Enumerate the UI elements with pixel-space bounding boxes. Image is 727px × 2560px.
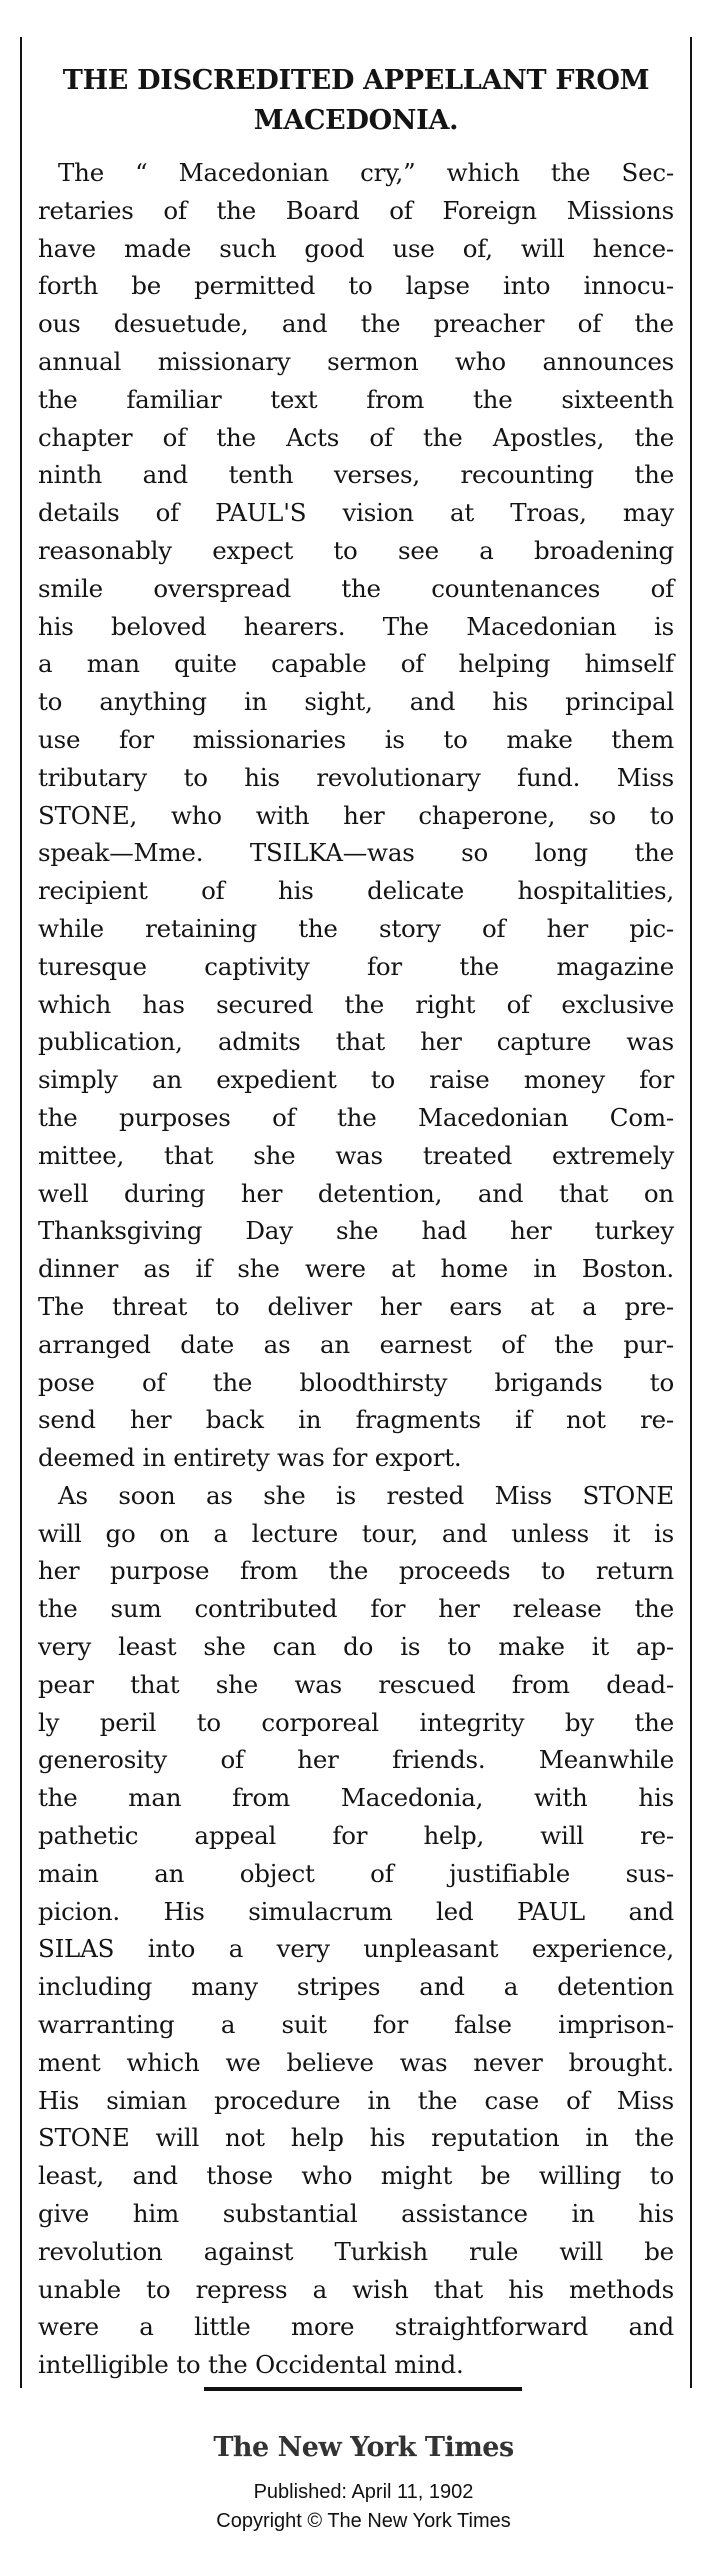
- text-line: STONE will not help his reputation in the: [38, 2123, 674, 2153]
- headline-line-1: THE DISCREDITED APPELLANT FROM: [62, 65, 650, 96]
- text-line: The threat to deliver her ears at a pre-: [38, 1291, 674, 1321]
- text-line: pear that she was rescued from dead-: [38, 1669, 674, 1699]
- text-line: As soon as she is rested Miss STONE: [58, 1480, 674, 1510]
- text-line: annual missionary sermon who announces: [38, 346, 674, 376]
- text-line: ment which we believe was never brought.: [38, 2047, 674, 2077]
- text-line: deemed in entirety was for export.: [38, 1443, 462, 1473]
- text-line: tributary to his revolutionary fund. Miss: [38, 762, 674, 792]
- text-line: including many stripes and a detention: [38, 1972, 674, 2002]
- text-line: chapter of the Acts of the Apostles, the: [38, 422, 674, 452]
- text-line: pathetic appeal for help, will re-: [38, 1821, 674, 1851]
- nyt-logo: The New York Times: [213, 2432, 514, 2463]
- text-line: to anything in sight, and his principal: [38, 687, 674, 717]
- text-line: dinner as if she were at home in Boston.: [38, 1254, 674, 1284]
- text-line: which has secured the right of exclusive: [38, 989, 674, 1019]
- article-body: [38, 154, 674, 2384]
- text-line: mittee, that she was treated extremely: [38, 1140, 674, 1170]
- text-line: retaries of the Board of Foreign Missions: [38, 195, 674, 225]
- text-line: simply an expedient to raise money for: [38, 1065, 674, 1095]
- text-line: recipient of his delicate hospitalities,: [38, 876, 674, 906]
- text-line: pose of the bloodthirsty brigands to: [38, 1367, 674, 1397]
- text-line: unable to repress a wish that his methods: [38, 2274, 674, 2304]
- text-line: details of PAUL'S vision at Troas, may: [38, 498, 674, 528]
- text-line: forth be permitted to lapse into innocu-: [38, 271, 674, 301]
- text-line: a man quite capable of helping himself: [38, 649, 674, 679]
- text-line: main an object of justifiable sus-: [38, 1858, 674, 1888]
- text-line: publication, admits that her capture was: [38, 1027, 674, 1057]
- text-line: least, and those who might be willing to: [38, 2161, 674, 2191]
- text-line: picion. His simulacrum led PAUL and: [38, 1896, 674, 1926]
- text-line: reasonably expect to see a broadening: [38, 535, 674, 565]
- article-column: [20, 37, 692, 2388]
- text-line: intelligible to the Occidental mind.: [38, 2350, 464, 2380]
- text-line: have made such good use of, will hence-: [38, 233, 674, 263]
- text-line: while retaining the story of her pic-: [38, 913, 674, 943]
- end-rule: [204, 2387, 522, 2391]
- text-line: ly peril to corporeal integrity by the: [38, 1707, 674, 1737]
- text-line: ous desuetude, and the preacher of the: [38, 309, 674, 339]
- text-line: the familiar text from the sixteenth: [38, 384, 674, 414]
- text-line: smile overspread the countenances of: [38, 573, 674, 603]
- text-line: ninth and tenth verses, recounting the: [38, 460, 674, 490]
- text-line: speak—Mme. TSILKA—was so long the: [38, 838, 674, 868]
- text-line: arranged date as an earnest of the pur-: [38, 1329, 674, 1359]
- text-line: the man from Macedonia, with his: [38, 1783, 674, 1813]
- text-line: her purpose from the proceeds to return: [38, 1556, 674, 1586]
- text-line: SILAS into a very unpleasant experience,: [38, 1934, 674, 1964]
- text-line: the purposes of the Macedonian Com-: [38, 1102, 674, 1132]
- text-line: very least she can do is to make it ap-: [38, 1632, 674, 1662]
- text-line: generosity of her friends. Meanwhile: [38, 1745, 674, 1775]
- text-line: The “ Macedonian cry,” which the Sec-: [58, 158, 674, 187]
- text-line: warranting a suit for false imprison-: [38, 2010, 674, 2040]
- text-line: send her back in fragments if not re-: [38, 1405, 674, 1435]
- text-line: His simian procedure in the case of Miss: [38, 2085, 674, 2115]
- text-line: revolution against Turkish rule will be: [38, 2236, 674, 2266]
- text-line: well during her detention, and that on: [38, 1178, 674, 1208]
- text-line: STONE, who with her chaperone, so to: [38, 800, 674, 830]
- text-line: will go on a lecture tour, and unless it is: [38, 1518, 674, 1548]
- published-date: Published: April 11, 1902: [253, 2481, 474, 2503]
- text-line: give him substantial assistance in his: [38, 2199, 674, 2229]
- text-line: use for missionaries is to make them: [38, 724, 674, 754]
- text-line: the sum contributed for her release the: [38, 1594, 674, 1624]
- copyright-notice: Copyright © The New York Times: [216, 2510, 511, 2532]
- headline-line-2: MACEDONIA.: [253, 105, 459, 136]
- text-line: turesque captivity for the magazine: [38, 951, 674, 981]
- text-line: his beloved hearers. The Macedonian is: [38, 611, 674, 641]
- text-line: were a little more straightforward and: [38, 2312, 674, 2342]
- text-line: Thanksgiving Day she had her turkey: [38, 1216, 674, 1246]
